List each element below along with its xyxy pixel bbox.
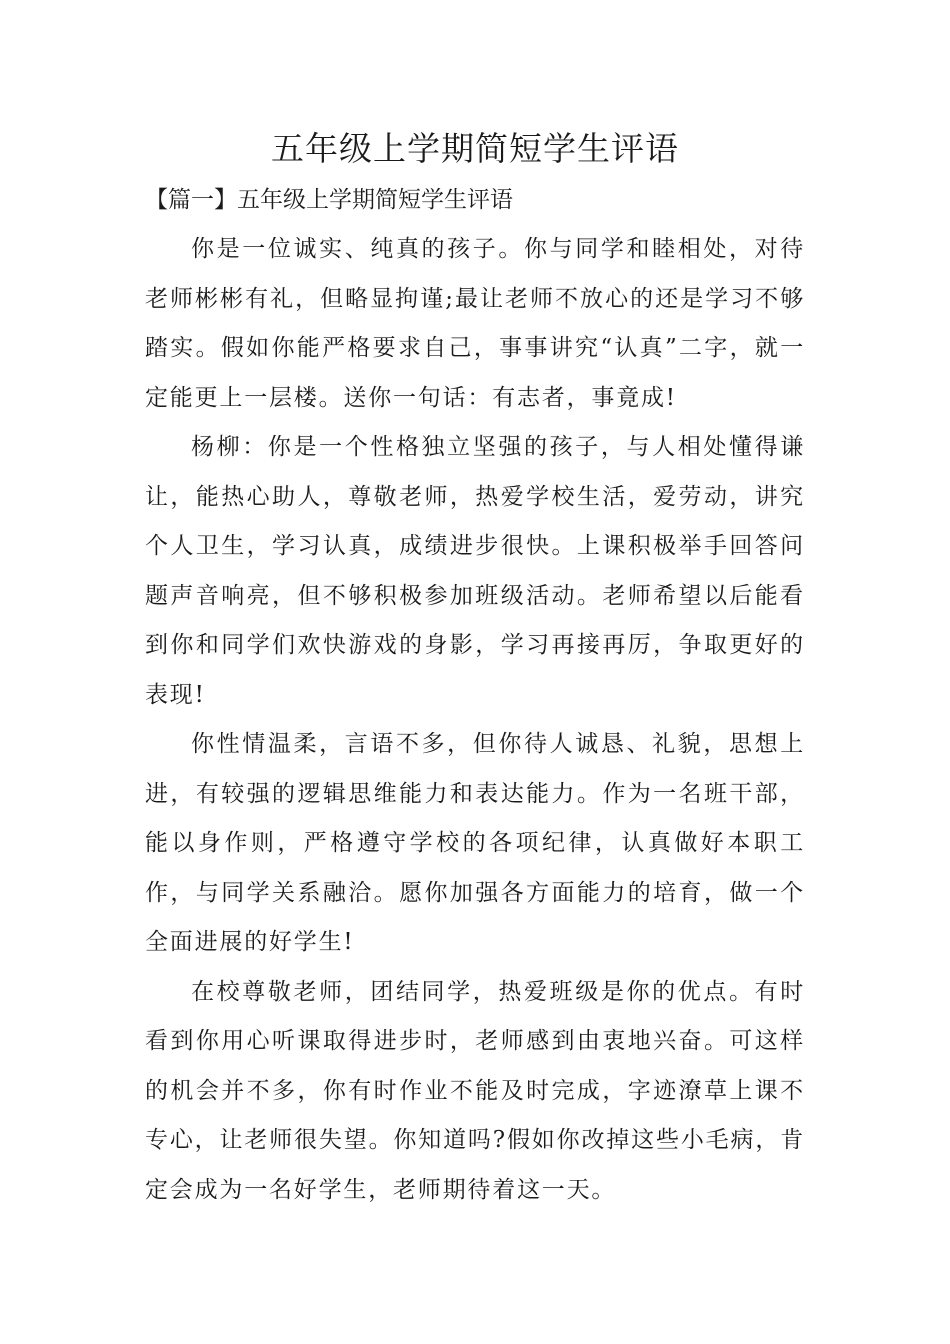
comment-paragraph-3: 你性情温柔，言语不多，但你待人诚恳、礼貌，思想上进，有较强的逻辑思维能力和表达能力。作为一名班干部，能以身作则，严格遵守学校的各项纪律，认真做好本职工作，与同学关系融洽。愿你加强各方面能力的培育，做一个全面进展的好学生! — [145, 731, 805, 955]
document-title: 五年级上学期简短学生评语 — [271, 129, 679, 168]
section-heading: 【篇一】五年级上学期简短学生评语 — [145, 187, 513, 213]
comment-paragraph-1: 你是一位诚实、纯真的孩子。你与同学和睦相处，对待老师彬彬有礼，但略显拘谨;最让老师不放心的还是学习不够踏实。假如你能严格要求自己，事事讲究“认真”二字，就一定能更上一层楼。送你一句话：有志者，事竟成! — [145, 236, 805, 411]
comment-paragraph-2: 杨柳：你是一个性格独立坚强的孩子，与人相处懂得谦让，能热心助人，尊敬老师，热爱学校生活，爱劳动，讲究个人卫生，学习认真，成绩进步很快。上课积极举手回答问题声音响亮，但不够积极参加班级活动。老师希望以后能看到你和同学们欢快游戏的身影，学习再接再厉，争取更好的表现! — [145, 434, 805, 708]
document-body — [145, 225, 805, 1215]
comment-paragraph-4: 在校尊敬老师，团结同学，热爱班级是你的优点。有时看到你用心听课取得进步时，老师感到由衷地兴奋。可这样的机会并不多，你有时作业不能及时完成，字迹潦草上课不专心，让老师很失望。你知道吗?假如你改掉这些小毛病，肯定会成为一名好学生，老师期待着这一天。 — [145, 978, 805, 1203]
